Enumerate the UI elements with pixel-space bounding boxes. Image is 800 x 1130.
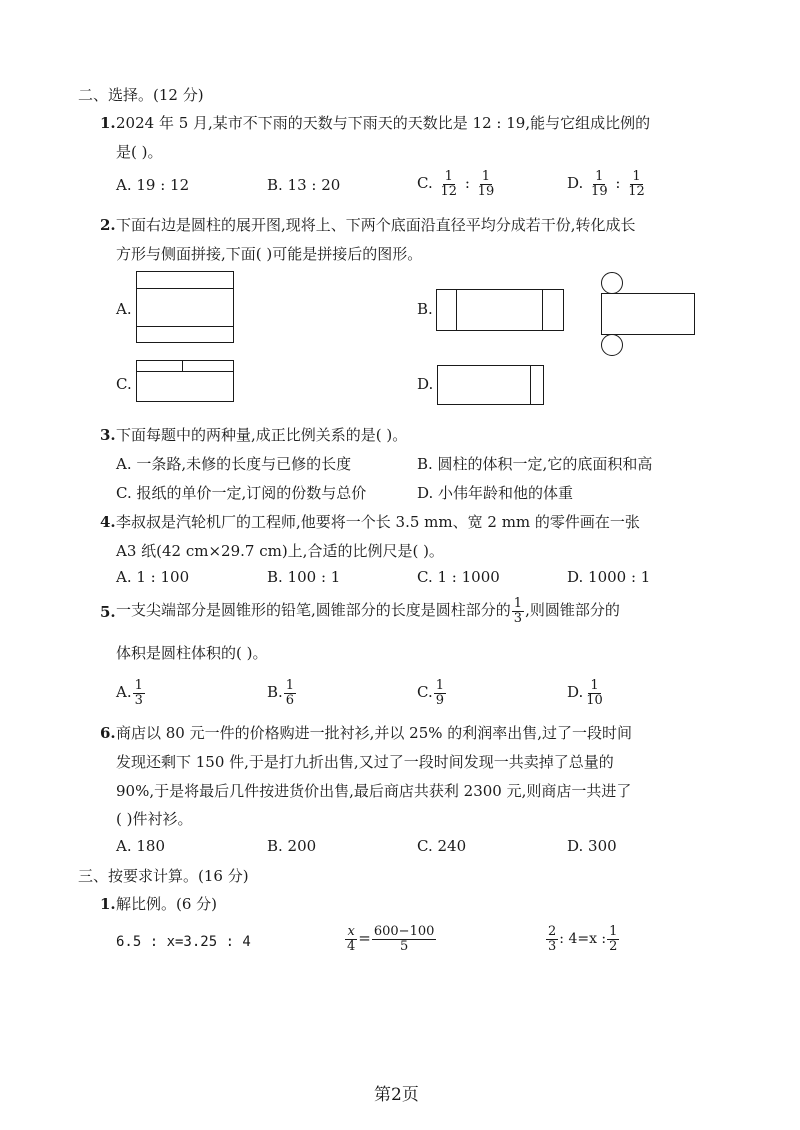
q6-option-a[interactable]: A. 180 xyxy=(116,837,165,855)
q5-d-num: 1 xyxy=(590,678,599,693)
q2-d-rect xyxy=(437,365,544,405)
q2-a-rect xyxy=(136,271,234,343)
q5-text-line2: 体积是圆柱体积的( )。 xyxy=(116,644,268,662)
q2-option-d-label[interactable]: D. xyxy=(417,375,434,393)
page-number: 第2页 xyxy=(374,1085,419,1105)
q2-text-line2: 方形与侧面拼接,下面( )可能是拼接后的图形。 xyxy=(116,245,423,263)
q3-option-a[interactable]: A. 一条路,未修的长度与已修的长度 xyxy=(116,455,352,473)
q5-c-prefix: C. xyxy=(417,683,433,702)
q4-option-c[interactable]: C. 1 : 1000 xyxy=(417,568,500,586)
s3-q1-title: 解比例。(6 分) xyxy=(116,895,218,913)
q5-option-d[interactable] xyxy=(567,679,606,707)
q5-frac-den: 3 xyxy=(513,610,523,626)
q5-d-den: 10 xyxy=(586,692,603,708)
q4-option-b[interactable]: B. 100 : 1 xyxy=(267,568,341,586)
q2-a-top-line xyxy=(136,288,234,289)
q2-number: 2. xyxy=(100,216,116,234)
eq2-equals: = xyxy=(358,929,371,948)
q2-option-d-figure[interactable] xyxy=(437,365,544,405)
q2-c-horizontal-line xyxy=(136,371,234,372)
q5-option-c[interactable] xyxy=(417,679,447,707)
q6-option-d[interactable]: D. 300 xyxy=(567,837,617,855)
equation-3 xyxy=(545,925,620,953)
q1-d-sep: : xyxy=(615,174,621,193)
q1-d-f1-den: 19 xyxy=(591,183,608,199)
q5-b-num: 1 xyxy=(285,678,295,693)
q1-c-prefix: C. xyxy=(417,174,433,193)
q4-text-line1: 李叔叔是汽轮机厂的工程师,他要将一个长 3.5 mm、宽 2 mm 的零件画在一张 xyxy=(116,513,640,531)
q5-b-den: 6 xyxy=(285,692,295,708)
q5-line1-post: ,则圆锥部分的 xyxy=(525,601,620,620)
q6-number: 6. xyxy=(100,724,116,742)
q3-option-b[interactable]: B. 圆柱的体积一定,它的底面积和高 xyxy=(417,455,653,473)
eq3-left-den: 3 xyxy=(548,938,557,954)
q2-c-vertical-line xyxy=(182,360,183,371)
eq2-left-den: 4 xyxy=(347,938,356,954)
q2-net-top-circle xyxy=(601,272,623,294)
eq2-right-num: 600−100 xyxy=(373,924,435,939)
q4-number: 4. xyxy=(100,513,116,531)
q2-b-left-line xyxy=(456,289,457,331)
q5-option-b[interactable] xyxy=(267,679,297,707)
eq3-right-den: 2 xyxy=(609,938,618,954)
q2-c-rect xyxy=(136,360,234,402)
q2-option-b-label[interactable]: B. xyxy=(417,300,433,318)
q4-option-a[interactable]: A. 1 : 100 xyxy=(116,568,190,586)
q2-net-bottom-circle xyxy=(601,334,623,356)
q1-c-f2-num: 1 xyxy=(481,169,491,184)
q1-c-sep: : xyxy=(464,174,470,193)
q5-a-prefix: A. xyxy=(116,683,132,702)
q2-option-a-label[interactable]: A. xyxy=(116,300,132,318)
q5-b-prefix: B. xyxy=(267,683,283,702)
q2-option-c-figure[interactable] xyxy=(136,360,234,402)
q1-text-line1: 2024 年 5 月,某市不下雨的天数与下雨天的天数比是 12 : 19,能与它组成比例的 xyxy=(116,114,651,132)
q2-a-bottom-line xyxy=(136,326,234,327)
q6-text-line1: 商店以 80 元一件的价格购进一批衬衫,并以 25% 的利润率出售,过了一段时间 xyxy=(116,724,633,742)
eq2-left-num: x xyxy=(347,924,355,939)
q1-text-line2: 是( )。 xyxy=(116,143,163,161)
section-3-title: 三、按要求计算。(16 分) xyxy=(78,867,249,885)
q2-option-a-figure[interactable] xyxy=(136,271,234,343)
q5-line1-pre: 一支尖端部分是圆锥形的铅笔,圆锥部分的长度是圆柱部分的 xyxy=(116,601,511,620)
q1-option-b[interactable]: B. 13 : 20 xyxy=(267,176,341,194)
q5-a-den: 3 xyxy=(134,692,143,708)
q5-frac-num: 1 xyxy=(513,596,523,611)
q1-c-f1-num: 1 xyxy=(444,169,453,184)
q5-a-num: 1 xyxy=(134,678,143,693)
q4-text-line2: A3 纸(42 cm×29.7 cm)上,合适的比例尺是( )。 xyxy=(116,542,444,560)
q2-d-vertical-line xyxy=(530,365,531,405)
equation-2 xyxy=(344,925,437,953)
q1-d-f2-den: 12 xyxy=(628,183,645,199)
eq3-left-num: 2 xyxy=(548,924,557,939)
q5-option-a[interactable] xyxy=(116,679,146,707)
q1-number: 1. xyxy=(100,114,116,132)
q3-number: 3. xyxy=(100,426,116,444)
q1-option-d[interactable] xyxy=(567,170,648,198)
s3-q1-number: 1. xyxy=(100,895,116,913)
q6-text-line2: 发现还剩下 150 件,于是打九折出售,又过了一段时间发现一共卖掉了总量的 xyxy=(116,753,614,771)
q6-option-b[interactable]: B. 200 xyxy=(267,837,317,855)
q5-d-prefix: D. xyxy=(567,683,584,702)
q1-d-f1-num: 1 xyxy=(595,169,604,184)
q1-c-f1-den: 12 xyxy=(440,183,458,199)
q1-d-prefix: D. xyxy=(567,174,584,193)
q4-option-d[interactable]: D. 1000 : 1 xyxy=(567,568,651,586)
eq2-right-den: 5 xyxy=(399,938,409,954)
q2-text-line1: 下面右边是圆柱的展开图,现将上、下两个底面沿直径平均分成若干份,转化成长 xyxy=(116,216,636,234)
q5-c-den: 9 xyxy=(435,692,444,708)
eq3-right-num: 1 xyxy=(609,924,618,939)
eq3-middle: : 4=x : xyxy=(559,931,607,948)
q2-cylinder-net-figure xyxy=(596,272,696,364)
q6-option-c[interactable]: C. 240 xyxy=(417,837,467,855)
q6-text-line4: ( )件衬衫。 xyxy=(116,810,193,828)
q3-option-c[interactable]: C. 报纸的单价一定,订阅的份数与总价 xyxy=(116,484,367,502)
q2-option-c-label[interactable]: C. xyxy=(116,375,132,393)
q6-text-line3: 90%,于是将最后几件按进货价出售,最后商店共获利 2300 元,则商店一共进了 xyxy=(116,782,632,800)
q2-net-side-rect xyxy=(601,293,695,335)
q1-option-a[interactable]: A. 19 : 12 xyxy=(116,176,190,194)
q5-c-num: 1 xyxy=(435,678,444,693)
section-2-title: 二、选择。(12 分) xyxy=(78,86,204,104)
q2-b-right-line xyxy=(542,289,543,331)
q1-c-f2-den: 19 xyxy=(477,183,495,199)
q2-option-b-figure[interactable] xyxy=(436,289,564,331)
q3-text: 下面每题中的两种量,成正比例关系的是( )。 xyxy=(116,426,408,444)
q1-d-f2-num: 1 xyxy=(632,169,641,184)
q5-text-line1 xyxy=(116,597,620,625)
q1-option-c[interactable] xyxy=(417,170,497,198)
q3-option-d[interactable]: D. 小伟年龄和他的体重 xyxy=(417,484,574,502)
q5-number: 5. xyxy=(100,603,116,621)
equation-1: 6.5 : x=3.25 : 4 xyxy=(116,934,251,950)
